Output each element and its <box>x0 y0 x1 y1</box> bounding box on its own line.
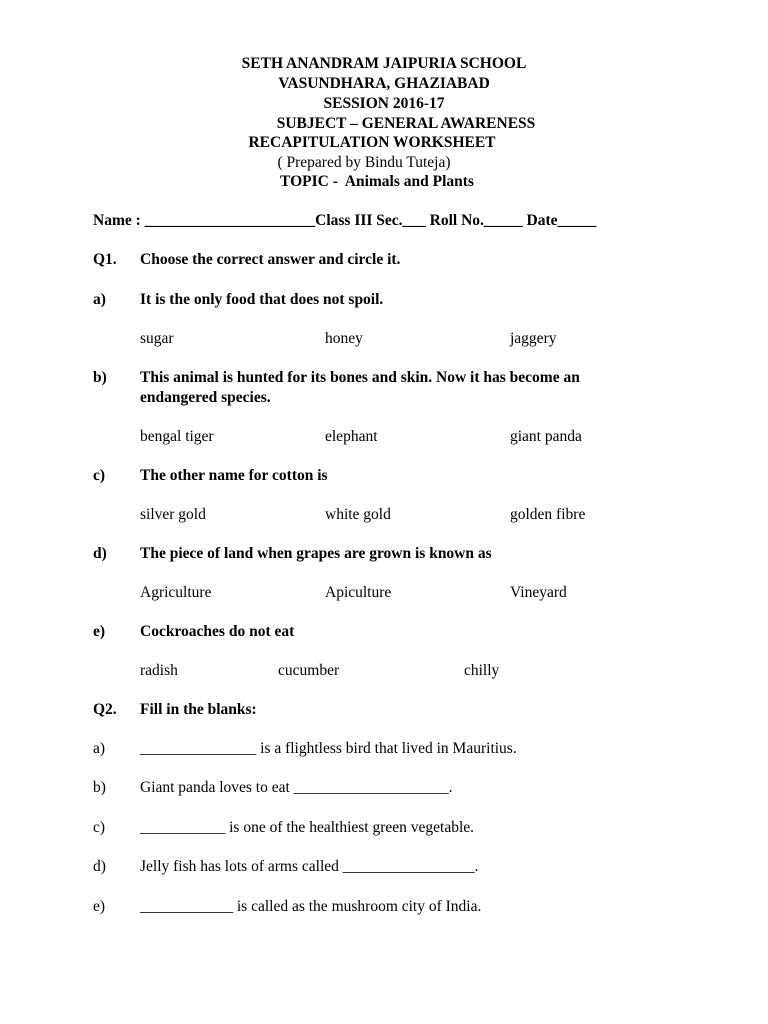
worksheet-title: RECAPITULATION WORKSHEET <box>248 134 496 151</box>
student-info-line: Name : ______________________Class III Sec.___ Roll No._____ Date_____ <box>93 212 597 229</box>
q1-option: bengal tiger <box>140 428 214 445</box>
q1-option: Vineyard <box>510 584 567 601</box>
q2-item-label: a) <box>93 740 106 757</box>
q1-item-label: a) <box>93 291 106 308</box>
prepared-by: ( Prepared by Bindu Tuteja) <box>277 154 451 171</box>
q1-item-question: This animal is hunted for its bones and skin. Now it has become an <box>140 369 580 386</box>
q1-instruction: Choose the correct answer and circle it. <box>140 251 401 268</box>
q2-item-label: d) <box>93 858 106 875</box>
q1-item-question: The piece of land when grapes are grown is known as <box>140 545 492 562</box>
q1-option: silver gold <box>140 506 206 523</box>
q2-number: Q2. <box>93 701 117 718</box>
session-year: SESSION 2016-17 <box>323 95 445 112</box>
q2-instruction: Fill in the blanks: <box>140 701 257 718</box>
q1-option: radish <box>140 662 178 679</box>
q1-item-question: Cockroaches do not eat <box>140 623 295 640</box>
q1-number: Q1. <box>93 251 117 268</box>
q2-item-label: b) <box>93 779 106 796</box>
q1-item-label: d) <box>93 545 107 562</box>
q2-item-text: Giant panda loves to eat ____________________. <box>140 779 453 796</box>
q1-option: chilly <box>464 662 500 679</box>
q1-item-label: e) <box>93 623 106 640</box>
q2-item-text: ____________ is called as the mushroom city of India. <box>140 898 482 915</box>
q2-item-text: _______________ is a flightless bird that lived in Mauritius. <box>140 740 517 757</box>
q1-option: jaggery <box>510 330 557 347</box>
q1-option: cucumber <box>278 662 340 679</box>
topic-title: TOPIC - Animals and Plants <box>280 173 474 190</box>
subject-title: SUBJECT – GENERAL AWARENESS <box>276 115 536 132</box>
q1-option: Apiculture <box>325 584 392 601</box>
q1-item-label: c) <box>93 467 106 484</box>
q2-item-text: ___________ is one of the healthiest green vegetable. <box>140 819 475 836</box>
q1-item-question: endangered species. <box>140 389 271 406</box>
q1-option: white gold <box>325 506 391 523</box>
school-name: SETH ANANDRAM JAIPURIA SCHOOL <box>241 55 527 72</box>
q2-item-text: Jelly fish has lots of arms called _________________. <box>140 858 479 875</box>
q1-option: honey <box>325 330 363 347</box>
q1-option: Agriculture <box>140 584 212 601</box>
q1-item-label: b) <box>93 369 107 386</box>
q1-option: giant panda <box>510 428 582 445</box>
q2-item-label: e) <box>93 898 106 915</box>
q1-option: elephant <box>325 428 378 445</box>
q1-item-question: The other name for cotton is <box>140 467 328 484</box>
q1-option: golden fibre <box>510 506 586 523</box>
q2-item-label: c) <box>93 819 106 836</box>
school-location: VASUNDHARA, GHAZIABAD <box>278 75 490 92</box>
q1-option: sugar <box>140 330 174 347</box>
q1-item-question: It is the only food that does not spoil. <box>140 291 384 308</box>
